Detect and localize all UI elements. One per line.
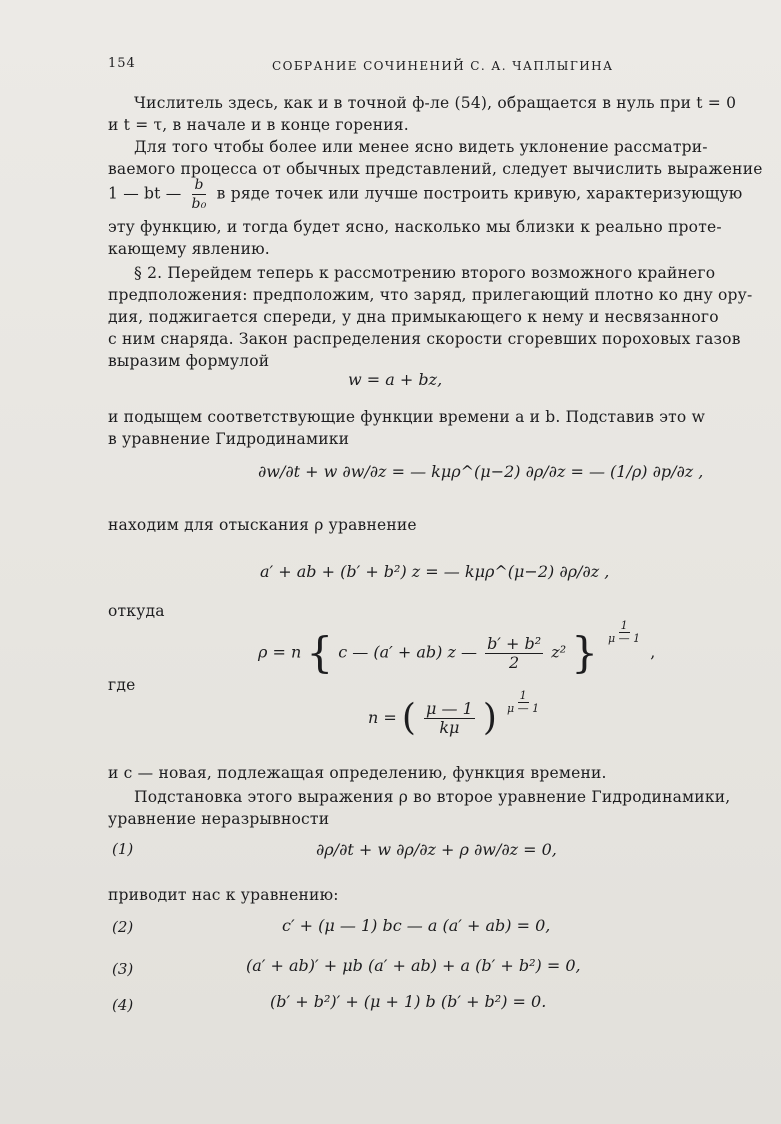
inline-formula-line xyxy=(108,176,742,213)
text-line: Для того чтобы более или менее ясно видеть уклонение рассматри- xyxy=(134,138,708,156)
exponent-numerator: 1 xyxy=(620,619,628,632)
inline-text: в ряде точек или лучше построить кривую, характеризующую xyxy=(216,184,743,203)
page-number: 154 xyxy=(108,56,136,71)
text-line: дия, поджигается спереди, у дна примыкающего к нему и несвязанного xyxy=(108,308,719,326)
exponent-fraction xyxy=(606,620,642,645)
equation-rho-solution: ρ = n { c — (a′ + ab) z — $\frac{\text{b′ + b²}}{2}$ z² } $\frac{1}{\mu — 1}$ , xyxy=(258,619,656,677)
exponent-denominator: μ — 1 xyxy=(608,632,641,645)
section-line: § 2. Перейдем теперь к рассмотрению второго возможного крайнего xyxy=(134,264,716,282)
text-line: находим для отыскания ρ уравнение xyxy=(108,516,417,534)
text-line: выразим формулой xyxy=(108,352,270,370)
text-line: предположения: предположим, что заряд, прилегающий плотно ко дну ору- xyxy=(108,286,753,304)
inline-fraction xyxy=(190,176,209,213)
exponent-fraction xyxy=(505,690,541,715)
equation-lhs: ρ = n xyxy=(258,642,302,662)
fraction-denominator: 2 xyxy=(509,652,520,672)
equation-fraction xyxy=(485,635,543,672)
fraction-denominator: kμ xyxy=(439,718,460,737)
fraction-numerator: b xyxy=(194,177,204,193)
equation-lhs: n = xyxy=(368,708,397,727)
equation-tail: z² xyxy=(551,642,567,662)
equation-euler: ∂w/∂t + w ∂w/∂z = — kμρ^(μ−2) ∂ρ/∂z = — (1/ρ) ∂p/∂z , xyxy=(258,462,704,481)
text-line: и c — новая, подлежащая определению, функция времени. xyxy=(108,764,607,782)
equation-3: (a′ + ab)′ + μb (a′ + ab) + a (b′ + b²) = 0, xyxy=(246,956,581,975)
text-line: в уравнение Гидродинамики xyxy=(108,430,350,448)
equation-number: (1) xyxy=(112,840,134,858)
equation-n xyxy=(368,689,544,739)
equation-number: (2) xyxy=(112,918,134,936)
text-line: ваемого процесса от обычных представлений, следует вычислить выражение xyxy=(108,160,763,178)
text-line: приводит нас к уравнению: xyxy=(108,886,339,904)
right-brace: } xyxy=(571,628,598,677)
equation-2: c′ + (μ — 1) bc — a (a′ + ab) = 0, xyxy=(282,916,551,935)
text-line: Числитель здесь, как и в точной ф-ле (54), обращается в нуль при t = 0 xyxy=(134,94,737,112)
left-paren: ( xyxy=(401,697,416,739)
equation-continuity: ∂ρ/∂t + w ∂ρ/∂z + ρ ∂w/∂z = 0, xyxy=(316,840,557,859)
text-line: с ним снаряда. Закон распределения скорости сгоревших пороховых газов xyxy=(108,330,741,348)
fraction-numerator: b′ + b² xyxy=(487,633,542,653)
equation-fraction xyxy=(424,700,475,737)
equation-4: (b′ + b²)′ + (μ + 1) b (b′ + b²) = 0. xyxy=(270,992,547,1011)
equation-body: c — (a′ + ab) z — xyxy=(338,642,477,662)
left-brace: { xyxy=(306,628,334,677)
text-line: и подыщем соответствующие функции времени a и b. Подставив это w xyxy=(108,408,706,426)
text-line: откуда xyxy=(108,602,165,620)
running-title: СОБРАНИЕ СОЧИНЕНИЙ С. А. ЧАПЛЫГИНА xyxy=(272,59,614,73)
text-line: и t = τ, в начале и в конце горения. xyxy=(108,116,409,134)
equation-number: (4) xyxy=(112,996,134,1014)
text-line: где xyxy=(108,676,136,694)
text-line: кающему явлению. xyxy=(108,240,270,258)
fraction-numerator: μ — 1 xyxy=(426,699,473,718)
equation-rho-ode: a′ + ab + (b′ + b²) z = — kμρ^(μ−2) ∂ρ/∂z , xyxy=(260,562,610,581)
equation-number: (3) xyxy=(112,960,134,978)
equation-w: w = a + bz, xyxy=(348,370,443,389)
text-line: уравнение неразрывности xyxy=(108,810,330,828)
text-line: эту функцию, и тогда будет ясно, насколько мы близки к реально проте- xyxy=(108,218,722,236)
exponent-numerator: 1 xyxy=(519,689,527,702)
fraction-denominator: b₀ xyxy=(191,196,207,212)
inline-expression: 1 — bt — xyxy=(108,184,182,203)
text-line: Подстановка этого выражения ρ во второе уравнение Гидродинамики, xyxy=(134,788,731,806)
right-paren: ) xyxy=(482,697,497,739)
exponent-denominator: μ — 1 xyxy=(507,702,540,715)
